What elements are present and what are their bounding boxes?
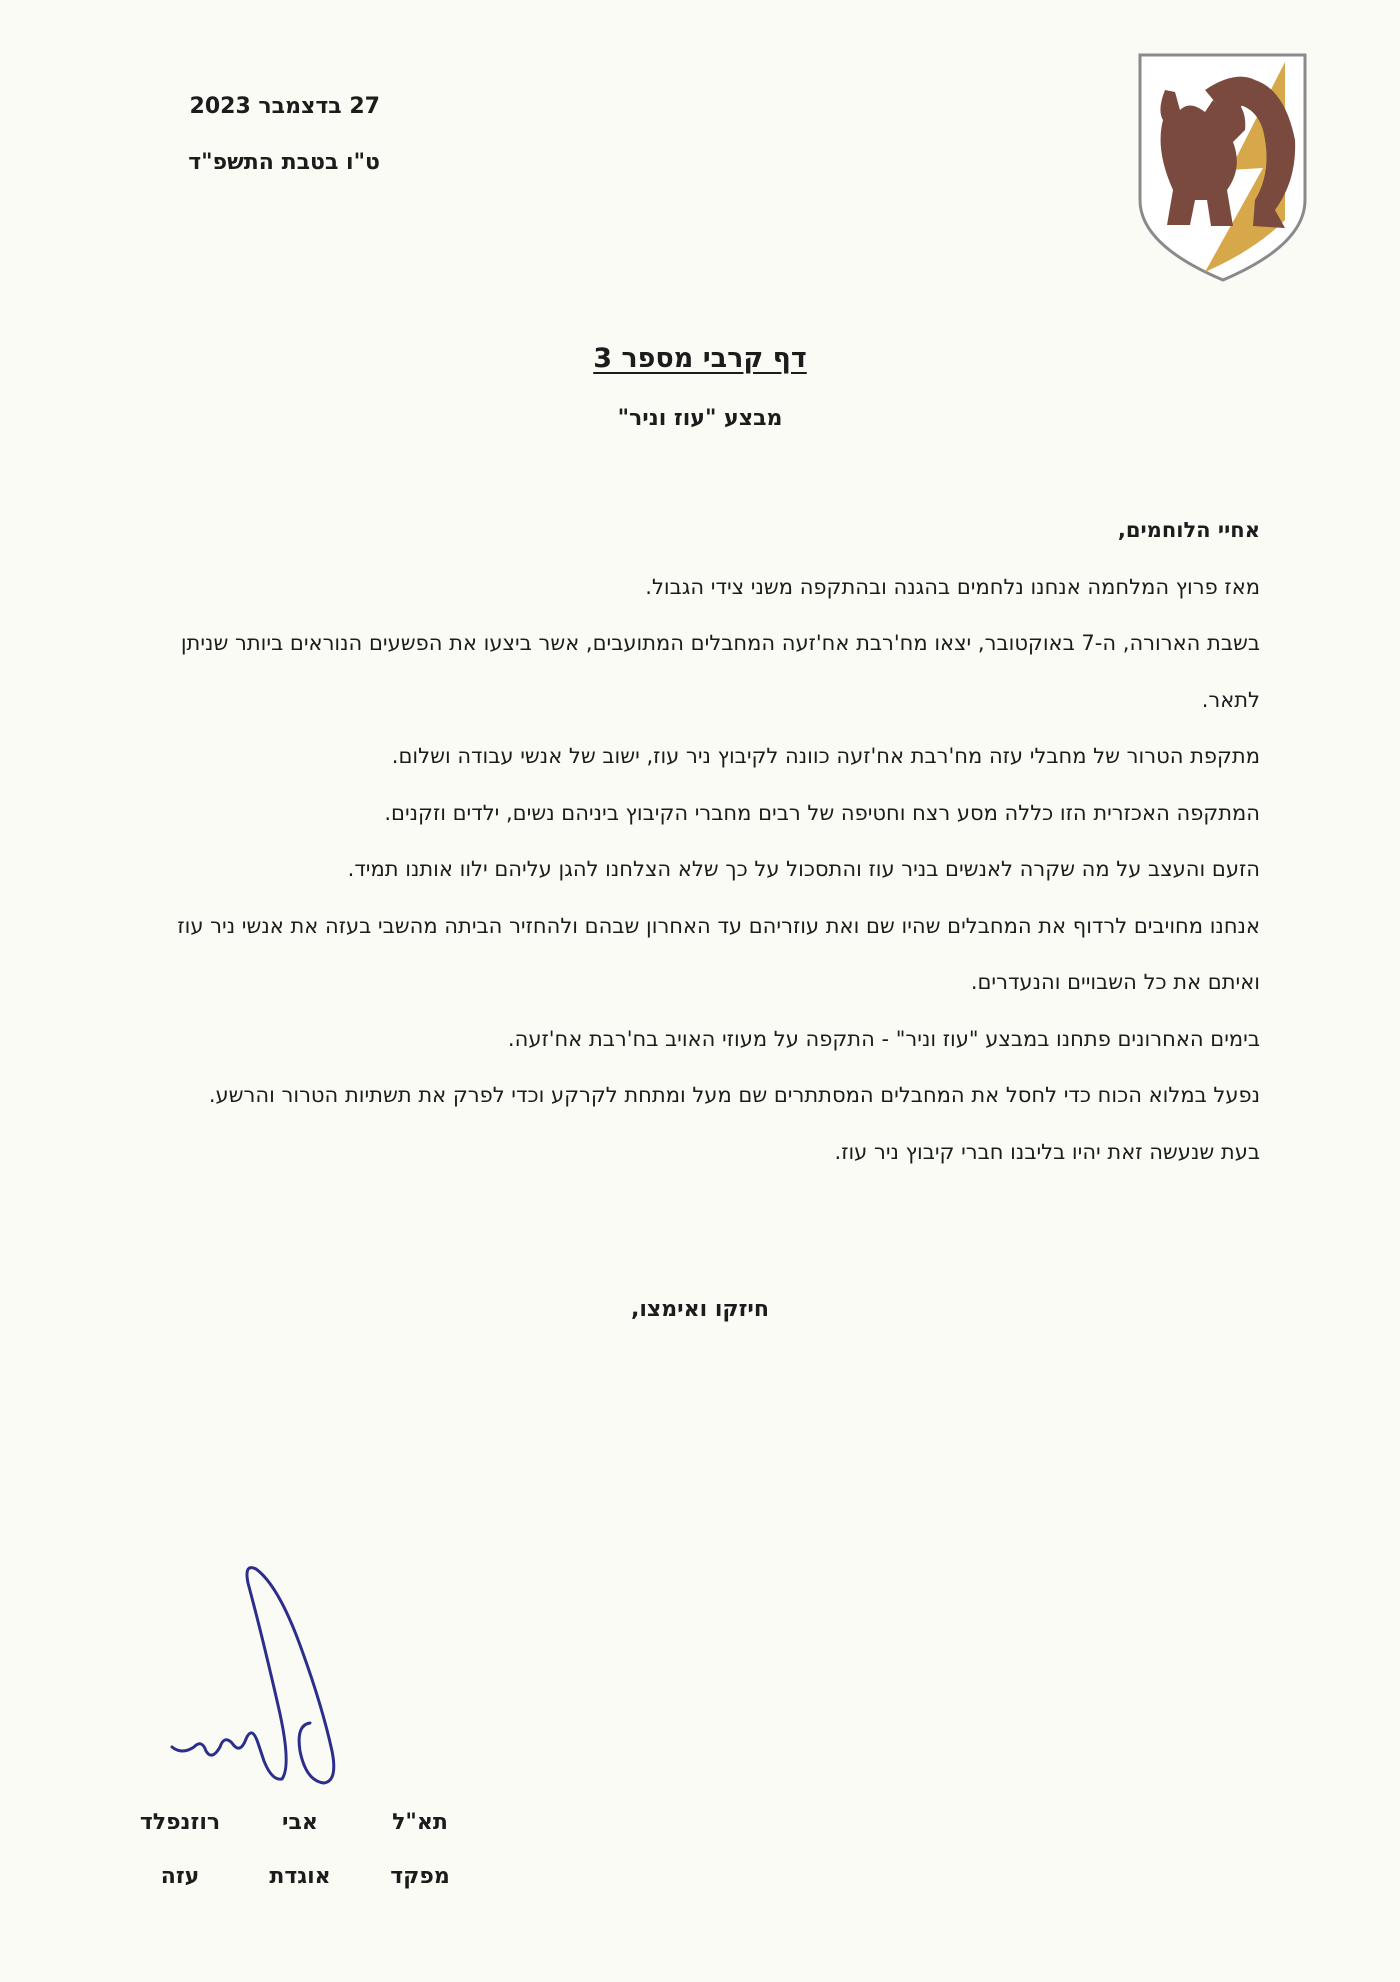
paragraph: בעת שנעשה זאת יהיו בליבנו חברי קיבוץ ניר עוז. — [834, 1139, 1260, 1164]
signer-unit: אוגדת — [269, 1863, 331, 1889]
paragraph: בימים האחרונים פתחנו במבצע "עוז וניר" - התקפה על מעוזי האויב בח'רבת אח'זעה. — [507, 1026, 1260, 1051]
closing-line: חיזקו ואימצו, — [630, 1297, 770, 1322]
signer-name-row — [130, 1795, 470, 1849]
brigade-emblem-fox-icon — [1135, 50, 1310, 285]
hebrew-date: ט"ו בטבת התשפ"ד — [188, 150, 380, 175]
paragraph: בשבת הארורה, ה-7 באוקטובר, יצאו מח'רבת אח'זעה המחבלים המתועבים, אשר ביצעו את הפשעים הנוראים ביותר שניתן לתאר. — [180, 631, 1260, 712]
signer-first-name: אבי — [282, 1809, 318, 1835]
paragraph: מתקפת הטרור של מחבלי עזה מח'רבת אח'זעה כוונה לקיבוץ ניר עוז, ישוב של אנשי עבודה ושלום. — [391, 744, 1260, 768]
gregorian-date: 27 בדצמבר 2023 — [189, 94, 380, 119]
letter-body — [140, 502, 1260, 1180]
signer-last-name: רוזנפלד — [139, 1809, 221, 1835]
paragraph: המתקפה האכזרית הזו כללה מסע רצח וחטיפה של רבים מחברי הקיבוץ ביניהם נשים, ילדים וזקנים. — [384, 800, 1260, 825]
paragraph: מאז פרוץ המלחמה אנחנו נלחמים בהגנה ובהתקפה משני צידי הגבול. — [645, 574, 1260, 599]
document-title: דף קרבי מספר 3 — [593, 343, 807, 374]
paragraph: אנחנו מחויבים לרדוף את המחבלים שהיו שם ואת עוזריהם עד האחרון שבהם ולהחזיר הביתה מהשבי בעזה את אנשי ניר עוז ואיתם את כל השבויים והנעדרים. — [177, 913, 1260, 994]
greeting: אחיי הלוחמים, — [1117, 518, 1260, 542]
paragraph: נפעל במלוא הכוח כדי לחסל את המחבלים המסתתרים שם מעל ומתחת לקרקע וכדי לפרק את תשתיות הטרור והרשע. — [208, 1083, 1260, 1107]
signer-role: מפקד — [390, 1863, 450, 1889]
handwritten-signature — [160, 1555, 390, 1805]
paragraph: הזעם והעצב על מה שקרה לאנשים בניר עוז והתסכול על כך שלא הצלחנו להגן עליהם ילוו אותנו תמיד. — [347, 857, 1260, 881]
signer-rank: תא"ל — [392, 1809, 448, 1835]
date-block — [150, 92, 380, 204]
signer-title-row — [130, 1849, 470, 1903]
signer-unit-region: עזה — [160, 1863, 200, 1889]
signer-block — [130, 1795, 470, 1903]
operation-subtitle: מבצע "עוז וניר" — [617, 406, 783, 431]
